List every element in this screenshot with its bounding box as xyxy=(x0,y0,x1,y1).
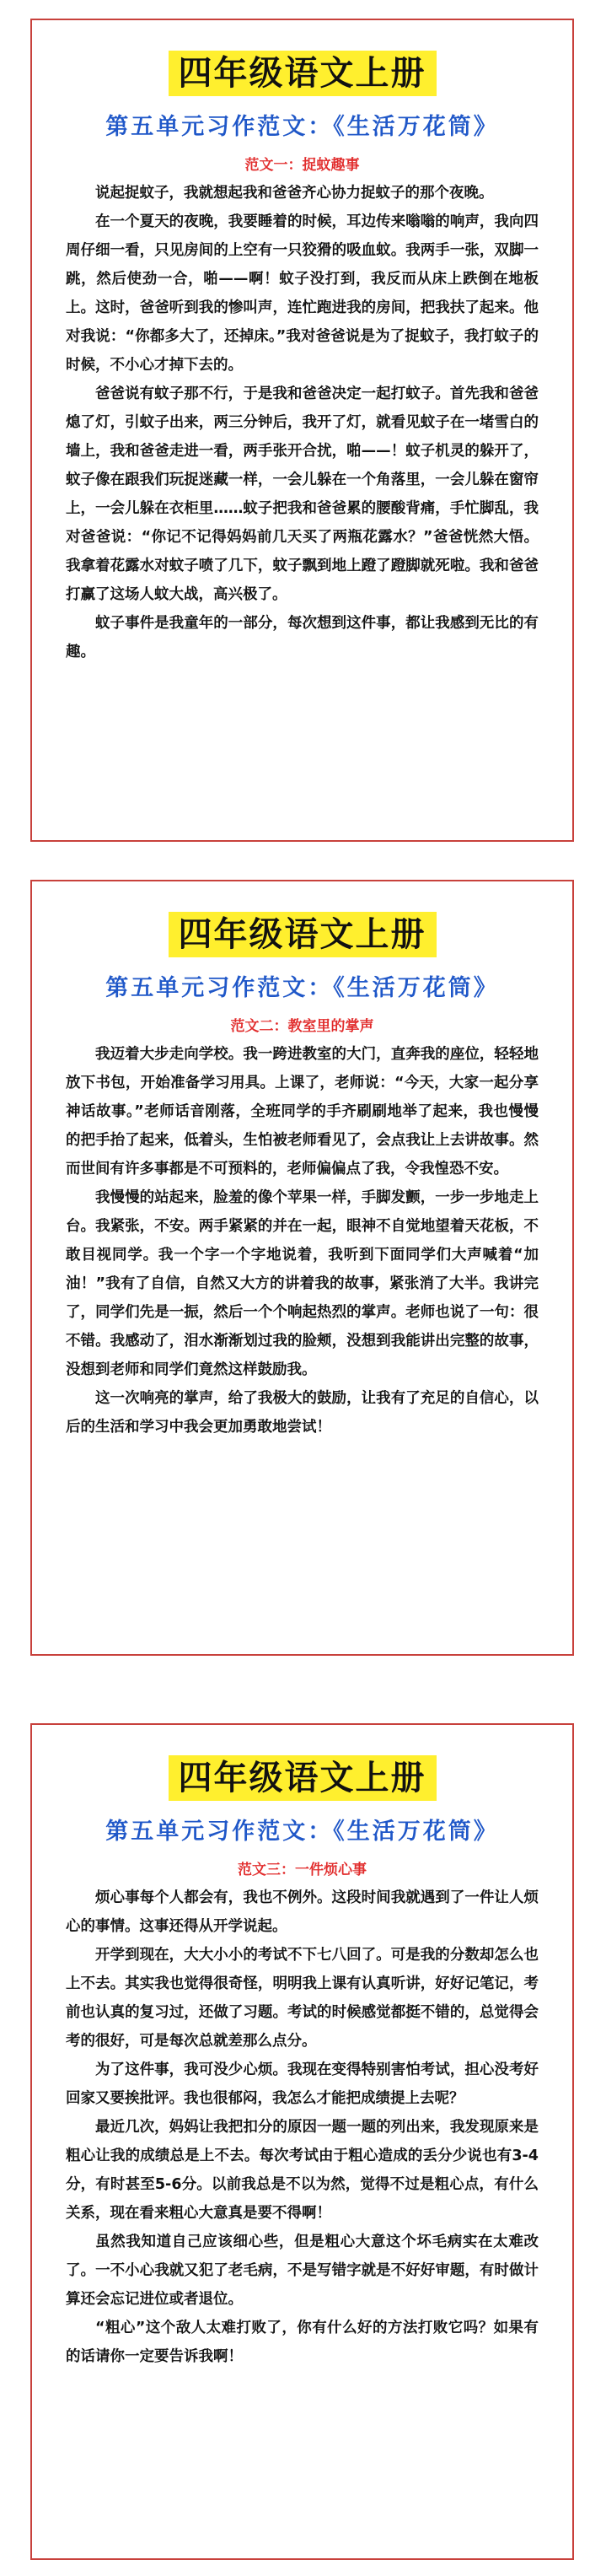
essay-card-3 xyxy=(30,1723,574,2560)
essay-paragraph: 最近几次，妈妈让我把扣分的原因一题一题的列出来，我发现原来是粗心让我的成绩总是上不去。每次考试由于粗心造成的丢分少说也有3-4分，有时甚至5-6分。以前我总是不以为然，觉得不过是粗心点，有什么关系，现在看来粗心大意真是要不得啊！ xyxy=(66,2119,539,2222)
grade-title: 四年级语文上册 xyxy=(169,51,437,96)
grade-title: 四年级语文上册 xyxy=(169,912,437,957)
essay-paragraph: 蚊子事件是我童年的一部分，每次想到这件事，都让我感到无比的有趣。 xyxy=(66,615,539,660)
essay-paragraph: 我慢慢的站起来，脸羞的像个苹果一样，手脚发颤，一步一步地走上台。我紧张，不安。两手紧紧的并在一起，眼神不自觉地望着天花板，不敢目视同学。我一个字一个字地说着，我听到下面同学们大声喊着“加油！”我有了自信，自然又大方的讲着我的故事，紧张消了大半。我讲完了，同学们先是一振，然后一个个响起热烈的掌声。老师也说了一句：很不错。我感动了，泪水渐渐划过我的脸颊，没想到我能讲出完整的故事，没想到老师和同学们竟然这样鼓励我。 xyxy=(66,1189,539,1378)
essay-paragraph: 烦心事每个人都会有，我也不例外。这段时间我就遇到了一件让人烦心的事情。这事还得从开学说起。 xyxy=(66,1889,539,1935)
essay-paragraph: 爸爸说有蚊子那不行，于是我和爸爸决定一起打蚊子。首先我和爸爸熄了灯，引蚊子出来，两三分钟后，我开了灯，就看见蚊子在一堵雪白的墙上，我和爸爸走进一看，两手张开合扰，啪——！蚊子机灵的躲开了，蚊子像在跟我们玩捉迷藏一样，一会儿躲在一个角落里，一会儿躲在窗帘上，一会儿躲在衣柜里……蚊子把我和爸爸累的腰酸背痛，手忙脚乱，我对爸爸说：“你记不记得妈妈前几天买了两瓶花露水？”爸爸恍然大悟。我拿着花露水对蚊子喷了几下，蚊子飘到地上蹬了蹬脚就死啦。我和爸爸打赢了这场人蚊大战，高兴极了。 xyxy=(66,385,539,603)
unit-title: 第五单元习作范文：《生活万花筒》 xyxy=(105,1819,499,1845)
essay-paragraph: 虽然我知道自己应该细心些，但是粗心大意这个坏毛病实在太难改了。一不小心我就又犯了老毛病，不是写错字就是不好好审题，有时做计算还会忘记进位或者退位。 xyxy=(66,2234,539,2308)
grade-title-wrap xyxy=(32,1755,572,1801)
essay-title: 范文三：一件烦心事 xyxy=(238,1862,367,1878)
essay-paragraph: 说起捉蚊子，我就想起我和爸爸齐心协力捉蚊子的那个夜晚。 xyxy=(95,185,494,202)
essay-paragraph: 开学到现在，大大小小的考试不下七八回了。可是我的分数却怎么也上不去。其实我也觉得很奇怪，明明我上课有认真听讲，好好记笔记，考前也认真的复习过，还做了习题。考试的时候感觉都挺不错的，总觉得会考的很好，可是每次总就差那么点分。 xyxy=(66,1947,539,2050)
essay-card-2 xyxy=(30,880,574,1656)
essay-body xyxy=(32,1040,572,1442)
essay-body xyxy=(32,179,572,666)
essay-body xyxy=(32,1883,572,2371)
grade-title-wrap xyxy=(32,912,572,957)
grade-title-wrap xyxy=(32,51,572,96)
grade-title: 四年级语文上册 xyxy=(169,1755,437,1801)
essay-paragraph: 在一个夏天的夜晚，我要睡着的时候，耳边传来嗡嗡的响声，我向四周仔细一看，只见房间的上空有一只狡猾的吸血蚊。我两手一张，双脚一跳，然后使劲一合，啪——啊！蚊子没打到，我反而从床上跌倒在地板上。这时，爸爸听到我的惨叫声，连忙跑进我的房间，把我扶了起来。他对我说：“你都多大了，还掉床。”我对爸爸说是为了捉蚊子，我打蚊子的时候，不小心才掉下去的。 xyxy=(66,213,539,374)
unit-title: 第五单元习作范文：《生活万花筒》 xyxy=(105,114,499,140)
essay-title: 范文二：教室里的掌声 xyxy=(230,1018,374,1035)
essay-paragraph: 为了这件事，我可没少心烦。我现在变得特别害怕考试，担心没考好回家又要挨批评。我也很郁闷，我怎么才能把成绩提上去呢？ xyxy=(66,2061,539,2107)
essay-paragraph: 我迈着大步走向学校。我一跨进教室的大门，直奔我的座位，轻轻地放下书包，开始准备学习用具。上课了，老师说：“今天，大家一起分享神话故事。”老师话音刚落，全班同学的手齐刷刷地举了起来，我也慢慢的把手抬了起来，低着头，生怕被老师看见了，会点我让上去讲故事。然而世间有许多事都是不可预料的，老师偏偏点了我，令我惶恐不安。 xyxy=(66,1046,539,1178)
essay-paragraph: “粗心”这个敌人太难打败了，你有什么好的方法打败它吗？如果有的话请你一定要告诉我啊！ xyxy=(66,2320,539,2365)
essay-title: 范文一：捉蚊趣事 xyxy=(244,157,360,174)
unit-title: 第五单元习作范文：《生活万花筒》 xyxy=(105,975,499,1001)
essay-card-1 xyxy=(30,19,574,842)
essay-paragraph: 这一次响亮的掌声，给了我极大的鼓励，让我有了充足的自信心，以后的生活和学习中我会更加勇敢地尝试！ xyxy=(66,1390,539,1436)
